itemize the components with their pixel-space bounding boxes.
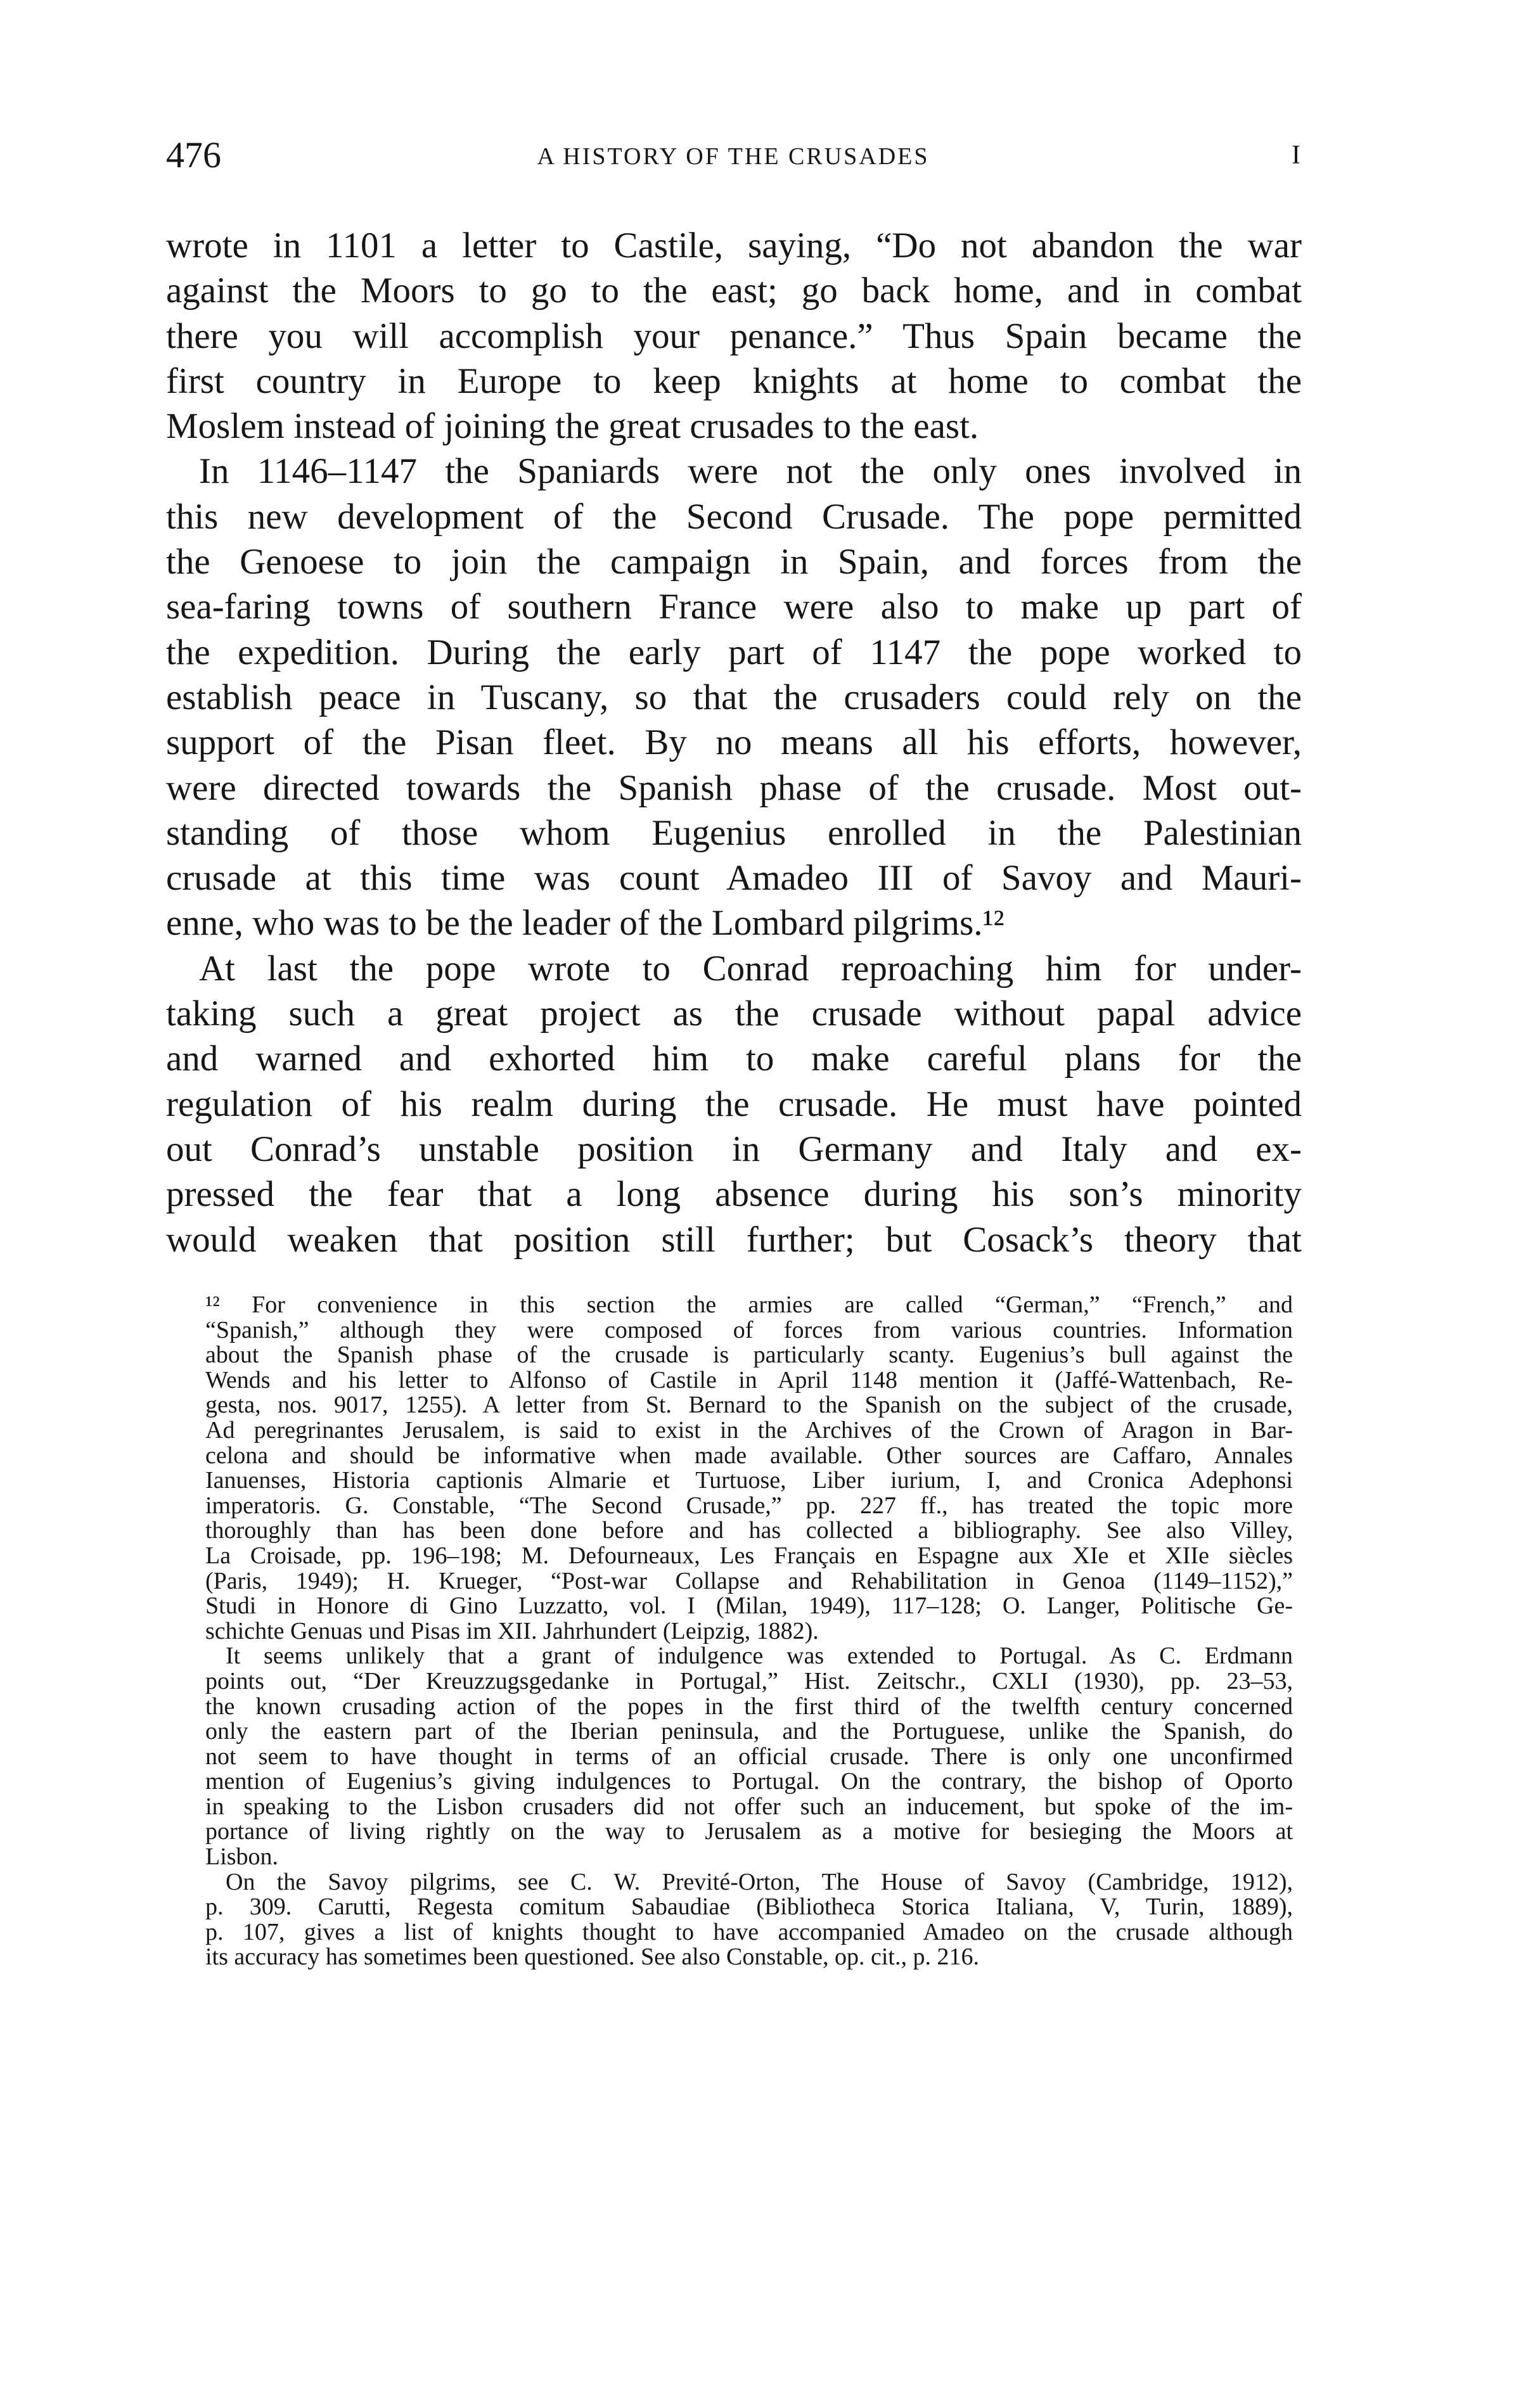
footnote-line: La Croisade, pp. 196–198; M. Defourneaux, Les Français en Espagne aux XIe et XIIe siècles [205, 1543, 1293, 1569]
body-line: standing of those whom Eugenius enrolled in the Palestinian [166, 812, 1302, 853]
footnote-line: schichte Genuas und Pisas im XII. Jahrhundert (Leipzig, 1882). [205, 1618, 819, 1644]
body-line: support of the Pisan fleet. By no means all his efforts, however, [166, 722, 1302, 763]
body-line: and warned and exhorted him to make careful plans for the [166, 1039, 1302, 1079]
body-line: establish peace in Tuscany, so that the crusaders could rely on the [166, 677, 1302, 717]
body-line: out Conrad’s unstable position in Germany and Italy and ex- [166, 1129, 1302, 1169]
body-line: the Genoese to join the campaign in Spain, and forces from the [166, 542, 1302, 582]
body-line: Moslem instead of joining the great crusades to the east. [166, 406, 979, 447]
footnote-line: p. 107, gives a list of knights thought to have accompanied Amadeo on the crusade although [205, 1919, 1293, 1945]
footnote-line: its accuracy has sometimes been questioned. See also Constable, op. cit., p. 216. [205, 1945, 979, 1971]
footnote-line: points out, “Der Kreuzzugsgedanke in Portugal,” Hist. Zeitschr., CXLI (1930), pp. 23–53, [205, 1668, 1293, 1694]
footnote-line: not seem to have thought in terms of an official crusade. There is only one unconfirmed [205, 1744, 1293, 1770]
footnote-line: only the eastern part of the Iberian peninsula, and the Portuguese, unlike the Spanish, do [205, 1719, 1293, 1745]
page-number: 476 [166, 134, 221, 176]
body-line: the expedition. During the early part of 1147 the pope worked to [166, 632, 1302, 672]
footnote-line: Wends and his letter to Alfonso of Castile in April 1148 mention it (Jaffé-Wattenbach, Re- [205, 1367, 1293, 1393]
body-line: taking such a great project as the crusade without papal advice [166, 994, 1302, 1034]
body-line: pressed the fear that a long absence during his son’s minority [166, 1174, 1302, 1215]
footnote-line: the known crusading action of the popes in the first third of the twelfth century concerned [205, 1694, 1293, 1720]
body-line: against the Moors to go to the east; go back home, and in combat [166, 271, 1302, 311]
body-line: were directed towards the Spanish phase of the crusade. Most out- [166, 767, 1302, 808]
body-line: enne, who was to be the leader of the Lombard pilgrims.¹² [166, 903, 1004, 944]
running-title: A HISTORY OF THE CRUSADES [537, 143, 930, 170]
footnote-line: Lisbon. [205, 1845, 279, 1870]
body-line: first country in Europe to keep knights at home to combat the [166, 361, 1302, 401]
body-line: At last the pope wrote to Conrad reproaching him for under- [199, 948, 1302, 989]
body-line: In 1146–1147 the Spaniards were not the only ones involved in [199, 451, 1302, 492]
footnotes [205, 1293, 1293, 1970]
footnote-line: p. 309. Carutti, Regesta comitum Sabaudiae (Bibliotheca Storica Italiana, V, Turin, 1889), [205, 1895, 1293, 1920]
footnote-line: celona and should be informative when made available. Other sources are Caffaro, Annales [205, 1443, 1293, 1469]
footnote-line: imperatoris. G. Constable, “The Second Crusade,” pp. 227 ff., has treated the topic more [205, 1493, 1293, 1519]
footnote-line: “Spanish,” although they were composed of forces from various countries. Information [205, 1317, 1293, 1343]
body-line: wrote in 1101 a letter to Castile, saying, “Do not abandon the war [166, 226, 1302, 266]
footnote-line: Ad peregrinantes Jerusalem, is said to exist in the Archives of the Crown of Aragon in Bar- [205, 1418, 1293, 1444]
running-head [166, 133, 1300, 177]
footnote-line: It seems unlikely that a grant of indulgence was extended to Portugal. As C. Erdmann [226, 1644, 1293, 1669]
footnote-line: On the Savoy pilgrims, see C. W. Previté-Orton, The House of Savoy (Cambridge, 1912), [226, 1869, 1293, 1895]
body-line: there you will accomplish your penance.” Thus Spain became the [166, 316, 1302, 356]
footnote-line: ¹² For convenience in this section the armies are called “German,” “French,” and [205, 1293, 1293, 1318]
footnote-line: (Paris, 1949); H. Krueger, “Post-war Collapse and Rehabilitation in Genoa (1149–1152),” [205, 1568, 1293, 1594]
body-line: would weaken that position still further; but Cosack’s theory that [166, 1219, 1302, 1260]
footnote-line: mention of Eugenius’s giving indulgences to Portugal. On the contrary, the bishop of Oporto [205, 1769, 1293, 1795]
body-line: crusade at this time was count Amadeo III of Savoy and Mauri- [166, 858, 1302, 899]
volume-mark: I [1292, 141, 1300, 170]
footnote-line: about the Spanish phase of the crusade is particularly scanty. Eugenius’s bull against the [205, 1343, 1293, 1368]
body-text [166, 223, 1302, 1262]
footnote-line: Ianuenses, Historia captionis Almarie et Turtuose, Liber iurium, I, and Cronica Adephonsi [205, 1468, 1293, 1494]
footnote-line: Studi in Honore di Gino Luzzatto, vol. I (Milan, 1949), 117–128; O. Langer, Politische Ge- [205, 1594, 1293, 1619]
footnote-line: gesta, nos. 9017, 1255). A letter from St. Bernard to the Spanish on the subject of the crusade, [205, 1393, 1293, 1418]
footnote-line: portance of living rightly on the way to Jerusalem as a motive for besieging the Moors at [205, 1819, 1293, 1845]
footnote-line: in speaking to the Lisbon crusaders did not offer such an inducement, but spoke of the im- [205, 1794, 1293, 1820]
footnote-line: thoroughly than has been done before and has collected a bibliography. See also Villey, [205, 1518, 1293, 1544]
body-line: this new development of the Second Crusade. The pope permitted [166, 496, 1302, 537]
body-line: sea-faring towns of southern France were also to make up part of [166, 587, 1302, 627]
body-line: regulation of his realm during the crusade. He must have pointed [166, 1084, 1302, 1124]
